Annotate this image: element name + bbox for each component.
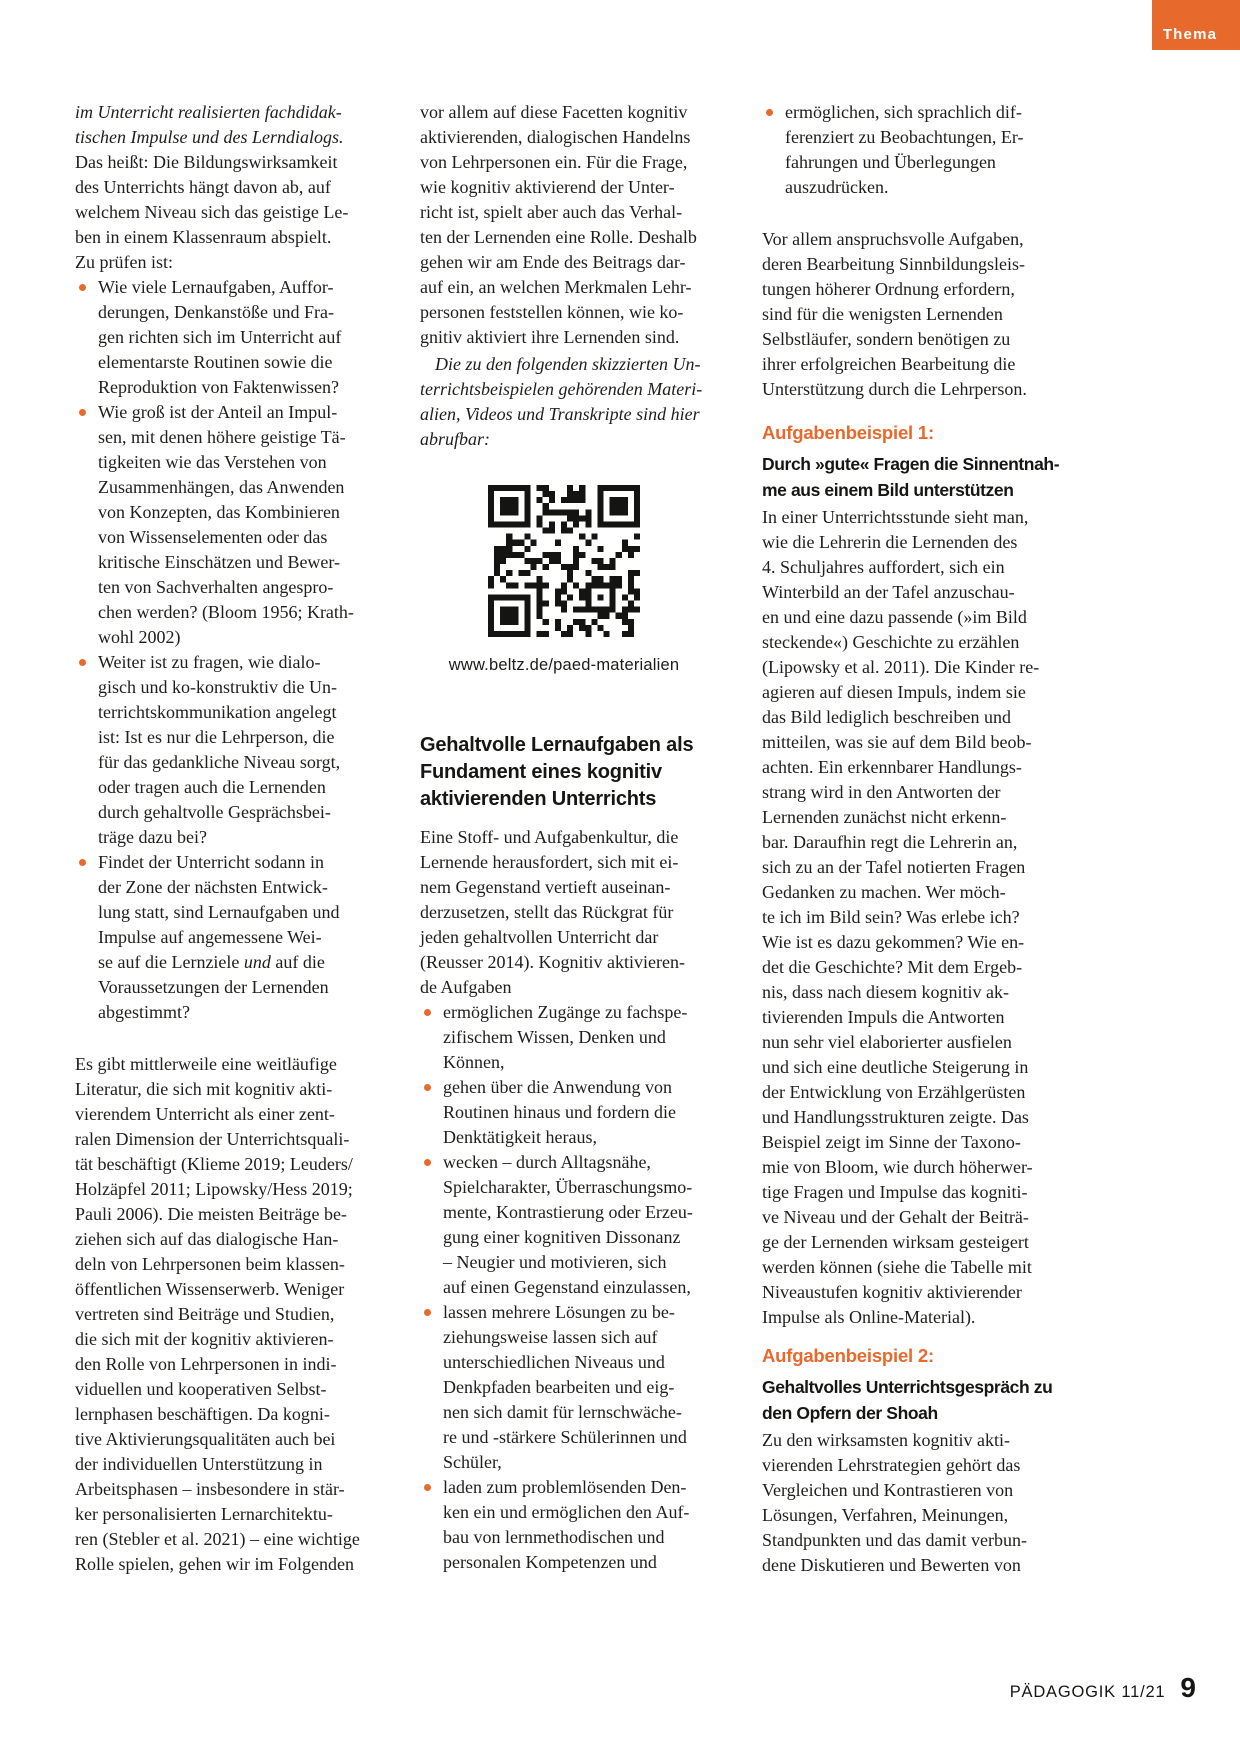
text-line: chen werden? (Bloom 1956; Krath- xyxy=(98,602,354,622)
text-line: ben in einem Klassenraum abspielt. xyxy=(75,227,332,247)
text-line: im Unterricht realisierten fachdidak- xyxy=(75,102,342,122)
text-line: der Entwicklung von Erzählgerüsten xyxy=(762,1082,1026,1102)
text-line: Durch »gute« Fragen die Sinnentnah- xyxy=(762,454,1060,474)
text-line: re und -stärkere Schülerinnen und xyxy=(443,1427,687,1447)
body-paragraph xyxy=(75,100,391,275)
text-line: personen feststellen können, wie ko- xyxy=(420,302,684,322)
text-line: wie kognitiv aktivierend der Unter- xyxy=(420,177,675,197)
text-line: deren Bearbeitung Sinnbildungsleis- xyxy=(762,254,1025,274)
text-line: Die zu den folgenden skizzierten Un- xyxy=(435,354,701,374)
text-line: gehen über die Anwendung von xyxy=(443,1077,672,1097)
text-line: In einer Unterrichtsstunde sieht man, xyxy=(762,507,1029,527)
text-line: kritische Einschätzen und Bewer- xyxy=(98,552,341,572)
text-line: Niveaustufen kognitiv aktivierender xyxy=(762,1282,1022,1302)
text-line: tivierenden Impuls die Antworten xyxy=(762,1007,1005,1027)
thema-tag xyxy=(1152,0,1240,50)
bullet-item xyxy=(420,1000,736,1075)
bullet-dot-icon xyxy=(424,1484,431,1491)
bullet-dot-icon xyxy=(424,1084,431,1091)
text-line: das Bild lediglich beschreiben und xyxy=(762,707,1011,727)
bullet-dot-icon xyxy=(79,659,86,666)
text-line: oder tragen auch die Lernenden xyxy=(98,777,326,797)
text-line: gung einer kognitiven Dissonanz xyxy=(443,1227,681,1247)
text-line: der individuellen Unterstützung in xyxy=(75,1454,323,1474)
bullet-list xyxy=(75,275,391,1025)
body-paragraph xyxy=(762,227,1078,402)
bullet-dot-icon xyxy=(424,1309,431,1316)
text-line: Wie ist es dazu gekommen? Wie en- xyxy=(762,932,1025,952)
text-line: derungen, Denkanstöße und Fra- xyxy=(98,302,334,322)
bullet-item xyxy=(420,1475,736,1575)
qr-code xyxy=(406,485,722,642)
bullet-text xyxy=(443,1300,736,1475)
text-line: lassen mehrere Lösungen zu be- xyxy=(443,1302,675,1322)
text-line: aktivierenden, dialogischen Handelns xyxy=(420,127,691,147)
text-line: alien, Videos und Transkripte sind hier xyxy=(420,404,700,424)
text-line: ten von Sachverhalten angespro- xyxy=(98,577,334,597)
text-line: von Wissenselementen oder das xyxy=(98,527,328,547)
text-line: Lösungen, Verfahren, Meinungen, xyxy=(762,1505,1009,1525)
bullet-item xyxy=(420,1150,736,1300)
text-line: Gehaltvolles Unterrichtsgespräch zu xyxy=(762,1377,1053,1397)
text-line: ken ein und ermöglichen den Auf- xyxy=(443,1502,690,1522)
text-line: die sich mit der kognitiv aktivieren- xyxy=(75,1329,334,1349)
text-line: Rolle spielen, gehen wir im Folgenden xyxy=(75,1554,354,1574)
text-line: den Opfern der Shoah xyxy=(762,1403,938,1423)
bullet-item xyxy=(75,650,391,850)
text-line: und sich eine deutliche Steigerung in xyxy=(762,1057,1029,1077)
text-line: auszudrücken. xyxy=(785,177,889,197)
text-line: ge der Lernenden wirksam gesteigert xyxy=(762,1232,1029,1252)
text-line: unterschiedlichen Niveaus und xyxy=(443,1352,665,1372)
text-line: Das heißt: Die Bildungswirksamkeit xyxy=(75,152,338,172)
text-line: tungen höherer Ordnung erfordern, xyxy=(762,279,1015,299)
text-line: Findet der Unterricht sodann in xyxy=(98,852,324,872)
text-line: Routinen hinaus und fordern die xyxy=(443,1102,676,1122)
text-line: mie von Bloom, wie durch höherwer- xyxy=(762,1157,1033,1177)
text-line: agieren auf diesen Impuls, indem sie xyxy=(762,682,1026,702)
text-line: ferenziert zu Beobachtungen, Er- xyxy=(785,127,1024,147)
text-line: ziehungsweise lassen sich auf xyxy=(443,1327,658,1347)
bullet-text xyxy=(443,1075,736,1150)
text-line: Unterstützung durch die Lehrperson. xyxy=(762,379,1027,399)
qr-block xyxy=(406,485,722,676)
text-line: abrufbar: xyxy=(420,429,491,449)
qr-caption-url: www.beltz.de/paed-materialien xyxy=(448,656,680,674)
text-line: gisch und ko-konstruktiv die Un- xyxy=(98,677,337,697)
bullet-text xyxy=(98,275,391,400)
text-line: vertreten sind Beiträge und Studien, xyxy=(75,1304,335,1324)
text-line: det die Geschichte? Mit dem Ergeb- xyxy=(762,957,1023,977)
text-line: den Rolle von Lehrpersonen in indi- xyxy=(75,1354,337,1374)
text-line: Zusammenhängen, das Anwenden xyxy=(98,477,345,497)
text-line: (Lipowsky et al. 2011). Die Kinder re- xyxy=(762,657,1040,677)
text-line: – Neugier und motivieren, sich xyxy=(443,1252,667,1272)
text-line: Spielcharakter, Überraschungsmo- xyxy=(443,1177,693,1197)
text-line: Standpunkten und das damit verbun- xyxy=(762,1530,1027,1550)
section-heading xyxy=(762,1374,1078,1426)
text-line: durch gehaltvolle Gesprächsbei- xyxy=(98,802,331,822)
text-line: für das gedankliche Niveau sorgt, xyxy=(98,752,341,772)
text-line: mente, Kontrastierung oder Erzeu- xyxy=(443,1202,693,1222)
text-line: tige Fragen und Impulse das kogniti- xyxy=(762,1182,1028,1202)
text-line: dene Diskutieren und Bewerten von xyxy=(762,1555,1021,1575)
text-line: auf ein, an welchen Merkmalen Lehr- xyxy=(420,277,692,297)
text-line: Gehaltvolle Lernaufgaben als xyxy=(420,734,694,756)
text-line: Fundament eines kognitiv xyxy=(420,761,662,783)
body-paragraph xyxy=(762,505,1078,1330)
text-line: Vor allem anspruchsvolle Aufgaben, xyxy=(762,229,1024,249)
text-line: Weiter ist zu fragen, wie dialo- xyxy=(98,652,321,672)
text-line: nun sehr viel elaborierter ausfielen xyxy=(762,1032,1012,1052)
bullet-dot-icon xyxy=(79,284,86,291)
text-line: der Zone der nächsten Entwick- xyxy=(98,877,328,897)
text-line: fahrungen und Überlegungen xyxy=(785,152,996,172)
text-line: wohl 2002) xyxy=(98,627,181,647)
text-line: und Handlungsstrukturen zeigte. Das xyxy=(762,1107,1029,1127)
text-line: Lernenden zunächst nicht erkenn- xyxy=(762,807,1007,827)
text-line: ralen Dimension der Unterrichtsquali- xyxy=(75,1129,350,1149)
text-line: Denkpfaden bearbeiten und eig- xyxy=(443,1377,675,1397)
text-line: sind für die wenigsten Lernenden xyxy=(762,304,1003,324)
text-line: ren (Stebler et al. 2021) – eine wichtige xyxy=(75,1529,360,1549)
example-label: Aufgabenbeispiel 2: xyxy=(762,1345,934,1366)
text-line: Beispiel zeigt im Sinne der Taxono- xyxy=(762,1132,1021,1152)
bullet-list xyxy=(420,1000,736,1575)
text-line: Schüler, xyxy=(443,1452,502,1472)
text-line: Zu prüfen ist: xyxy=(75,252,173,272)
text-line: Impulse auf angemessene Wei- xyxy=(98,927,322,947)
text-line: viduellen und kooperativen Selbst- xyxy=(75,1379,327,1399)
text-line: werden können (siehe die Tabelle mit xyxy=(762,1257,1032,1277)
text-line: nis, dass nach diesem kognitiv ak- xyxy=(762,982,1009,1002)
text-line: Voraussetzungen der Lernenden xyxy=(98,977,329,997)
text-line: personalen Kompetenzen und xyxy=(443,1552,657,1572)
section-heading xyxy=(762,451,1078,503)
journal-title: PÄDAGOGIK 11/21 xyxy=(1009,1683,1166,1701)
text-line: Lernende herausfordert, sich mit ei- xyxy=(420,852,679,872)
text-line: Selbstläufer, sondern benötigen zu xyxy=(762,329,1011,349)
text-line: zifischem Wissen, Denken und xyxy=(443,1027,666,1047)
text-line: wecken – durch Alltagsnähe, xyxy=(443,1152,651,1172)
column-middle xyxy=(420,100,736,1575)
text-line: me aus einem Bild unterstützen xyxy=(762,480,1014,500)
text-line: ve Niveau und der Gehalt der Beiträ- xyxy=(762,1207,1029,1227)
bullet-dot-icon xyxy=(79,859,86,866)
text-line: Vergleichen und Kontrastieren von xyxy=(762,1480,1014,1500)
text-line: derzusetzen, stellt das Rückgrat für xyxy=(420,902,674,922)
text-line: nem Gegenstand vertieft auseinan- xyxy=(420,877,671,897)
text-line: vierendem Unterricht als einer zent- xyxy=(75,1104,335,1124)
text-line: deln von Lehrpersonen beim klassen- xyxy=(75,1254,345,1274)
text-line: Literatur, die sich mit kognitiv akti- xyxy=(75,1079,333,1099)
text-line: jeden gehaltvollen Unterricht dar xyxy=(420,927,659,947)
column-right xyxy=(762,100,1078,1578)
text-line: te ich im Bild sein? Was erlebe ich? xyxy=(762,907,1020,927)
bullet-item xyxy=(420,1300,736,1475)
bullet-dot-icon xyxy=(424,1159,431,1166)
text-line: ker personalisierten Lernarchitektu- xyxy=(75,1504,333,1524)
bullet-item xyxy=(75,400,391,650)
text-line: richt ist, spielt aber auch das Verhal- xyxy=(420,202,683,222)
text-line: Impulse als Online-Material). xyxy=(762,1307,976,1327)
text-line: sich zu an der Tafel notierten Fragen xyxy=(762,857,1026,877)
thema-tag-label: Thema xyxy=(1162,26,1218,43)
bullet-text xyxy=(785,100,1078,200)
bullet-text xyxy=(443,1000,736,1075)
bullet-item xyxy=(762,100,1078,200)
bullet-text xyxy=(98,650,391,850)
text-line: ist: Ist es nur die Lehrperson, die xyxy=(98,727,335,747)
text-line: ermöglichen, sich sprachlich dif- xyxy=(785,102,1022,122)
page-footer xyxy=(1010,1672,1196,1704)
text-line: Arbeitsphasen – insbesondere in stär- xyxy=(75,1479,345,1499)
bullet-text xyxy=(443,1150,736,1300)
text-line: Zu den wirksamsten kognitiv akti- xyxy=(762,1430,1010,1450)
bullet-text xyxy=(98,850,391,1025)
body-paragraph xyxy=(420,352,736,452)
text-line: aktivierenden Unterrichts xyxy=(420,788,657,810)
page-number: 9 xyxy=(1180,1672,1196,1703)
text-line: bar. Daraufhin regt die Lehrerin an, xyxy=(762,832,1018,852)
text-line: mitteilen, was sie auf dem Bild beob- xyxy=(762,732,1032,752)
text-line: gehen wir am Ende des Beitrags dar- xyxy=(420,252,686,272)
text-line: ihrer erfolgreichen Bearbeitung die xyxy=(762,354,1016,374)
text-line: Können, xyxy=(443,1052,505,1072)
text-line: sen, mit denen höhere geistige Tä- xyxy=(98,427,346,447)
section-heading xyxy=(420,732,736,813)
text-line: tischen Impulse und des Lerndialogs. xyxy=(75,127,344,147)
text-line: lung statt, sind Lernaufgaben und xyxy=(98,902,340,922)
text-line: ermöglichen Zugänge zu fachspe- xyxy=(443,1002,688,1022)
bullet-dot-icon xyxy=(424,1009,431,1016)
text-line: träge dazu bei? xyxy=(98,827,207,847)
text-line: Eine Stoff- und Aufgabenkultur, die xyxy=(420,827,679,847)
text-line: (Reusser 2014). Kognitiv aktivieren- xyxy=(420,952,685,972)
text-line: von Konzepten, das Kombinieren xyxy=(98,502,340,522)
text-line: bau von lernmethodischen und xyxy=(443,1527,665,1547)
text-line: welchem Niveau sich das geistige Le- xyxy=(75,202,349,222)
text-line: 4. Schuljahres auffordert, sich ein xyxy=(762,557,1005,577)
text-line: Pauli 2006). Die meisten Beiträge be- xyxy=(75,1204,347,1224)
bullet-item xyxy=(75,850,391,1025)
bullet-text xyxy=(443,1475,736,1575)
body-paragraph xyxy=(420,100,736,350)
text-line: en und eine dazu passende (»im Bild xyxy=(762,607,1027,627)
text-line: Winterbild an der Tafel anzuschau- xyxy=(762,582,1015,602)
text-line: tigkeiten wie das Verstehen von xyxy=(98,452,327,472)
text-line: auf einen Gegenstand einzulassen, xyxy=(443,1277,691,1297)
text-line: se auf die Lernziele und auf die xyxy=(98,952,325,972)
text-line: Holzäpfel 2011; Lipowsky/Hess 2019; xyxy=(75,1179,353,1199)
text-line: Wie groß ist der Anteil an Impul- xyxy=(98,402,338,422)
bullet-item xyxy=(75,275,391,400)
text-line: vierenden Lehrstrategien gehört das xyxy=(762,1455,1021,1475)
text-line: strang wird in den Antworten der xyxy=(762,782,1001,802)
text-line: von Lehrpersonen ein. Für die Frage, xyxy=(420,152,688,172)
text-line: steckende«) Geschichte zu erzählen xyxy=(762,632,1020,652)
bullet-dot-icon xyxy=(766,109,773,116)
text-line: gnitiv aktiviert ihre Lernenden sind. xyxy=(420,327,680,347)
text-line: elementarste Routinen sowie die xyxy=(98,352,333,372)
body-paragraph xyxy=(420,825,736,1000)
text-line: tät beschäftigt (Klieme 2019; Leuders/ xyxy=(75,1154,353,1174)
text-line: Es gibt mittlerweile eine weitläufige xyxy=(75,1054,337,1074)
text-line: Reproduktion von Faktenwissen? xyxy=(98,377,339,397)
text-line: Wie viele Lernaufgaben, Auffor- xyxy=(98,277,334,297)
text-line: terrichtskommunikation angelegt xyxy=(98,702,337,722)
text-line: tive Aktivierungsqualitäten auch bei xyxy=(75,1429,336,1449)
body-paragraph xyxy=(75,1052,391,1577)
column-left xyxy=(75,100,391,1577)
example-label: Aufgabenbeispiel 1: xyxy=(762,422,934,443)
text-line: wie die Lehrerin die Lernenden des xyxy=(762,532,1018,552)
bullet-item xyxy=(420,1075,736,1150)
text-line: abgestimmt? xyxy=(98,1002,190,1022)
text-line: ten der Lernenden eine Rolle. Deshalb xyxy=(420,227,697,247)
text-line: vor allem auf diese Facetten kognitiv xyxy=(420,102,688,122)
bullet-dot-icon xyxy=(79,409,86,416)
text-line: Denktätigkeit heraus, xyxy=(443,1127,597,1147)
text-line: Gedanken zu machen. Wer möch- xyxy=(762,882,1006,902)
text-line: terrichtsbeispielen gehörenden Materi- xyxy=(420,379,703,399)
text-line: gen richten sich im Unterricht auf xyxy=(98,327,342,347)
text-line: de Aufgaben xyxy=(420,977,512,997)
bullet-list xyxy=(762,100,1078,200)
bullet-text xyxy=(98,400,391,650)
body-paragraph xyxy=(762,1428,1078,1578)
text-line: des Unterrichts hängt davon ab, auf xyxy=(75,177,331,197)
text-line: achten. Ein erkennbarer Handlungs- xyxy=(762,757,1022,777)
text-line: nen sich damit für lernschwäche- xyxy=(443,1402,682,1422)
text-line: laden zum problemlösenden Den- xyxy=(443,1477,687,1497)
text-line: lernphasen beschäftigen. Da kogni- xyxy=(75,1404,330,1424)
text-line: öffentlichen Wissenserwerb. Weniger xyxy=(75,1279,345,1299)
text-line: ziehen sich auf das dialogische Han- xyxy=(75,1229,339,1249)
